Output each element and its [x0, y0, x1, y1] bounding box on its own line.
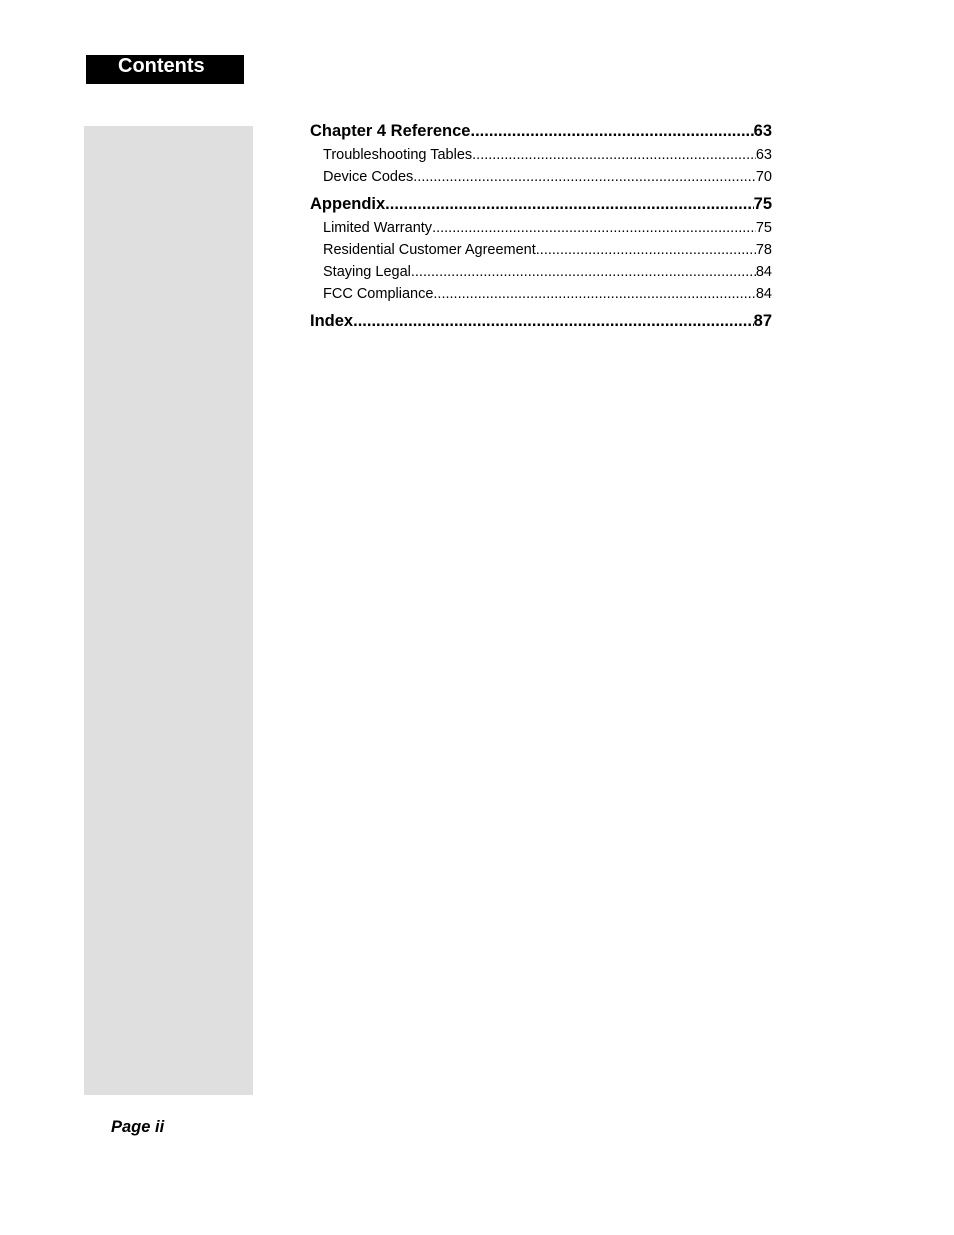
leader-dots [472, 144, 756, 166]
toc-entry-title: Device Codes [323, 166, 413, 188]
toc-entry-title: FCC Compliance [323, 283, 433, 305]
toc-entry-page: 63 [753, 122, 772, 140]
toc-section-device-codes[interactable] [310, 166, 772, 188]
toc-section-staying-legal[interactable] [310, 261, 772, 283]
toc-entry-title: Staying Legal [323, 261, 411, 283]
leader-dots [536, 239, 756, 261]
toc-entry-title: Index [310, 312, 354, 330]
toc-chapter-chapter-4-reference[interactable] [310, 121, 772, 141]
leader-dots [432, 217, 756, 239]
toc-section-residential-customer-agreement[interactable] [310, 239, 772, 261]
toc-section-limited-warranty[interactable] [310, 217, 772, 239]
toc-entry-page: 87 [753, 312, 772, 330]
leader-dots [411, 261, 756, 283]
leader-dots [413, 166, 756, 188]
toc-entry-page: 75 [753, 195, 772, 213]
sidebar-band [84, 126, 253, 1095]
toc-chapter-index[interactable] [310, 311, 772, 331]
contents-header [86, 55, 244, 84]
leader-dots [470, 121, 753, 141]
toc-entry-page: 84 [756, 283, 772, 305]
table-of-contents [310, 121, 772, 331]
leader-dots [433, 283, 755, 305]
toc-entry-title: Limited Warranty [323, 217, 432, 239]
toc-entry-page: 84 [756, 261, 772, 283]
toc-entry-page: 75 [756, 217, 772, 239]
toc-entry-page: 70 [756, 166, 772, 188]
toc-entry-page: 63 [756, 144, 772, 166]
toc-entry-title: Troubleshooting Tables [323, 144, 472, 166]
toc-entry-title: Residential Customer Agreement [323, 239, 536, 261]
toc-chapter-appendix[interactable] [310, 194, 772, 214]
leader-dots [353, 311, 754, 331]
toc-section-fcc-compliance[interactable] [310, 283, 772, 305]
page-number: Page ii [111, 1118, 165, 1136]
leader-dots [385, 194, 753, 214]
toc-entry-title: Appendix [310, 195, 386, 213]
toc-entry-title: Chapter 4 Reference [310, 122, 471, 140]
contents-title: Contents [118, 55, 205, 77]
toc-section-troubleshooting-tables[interactable] [310, 144, 772, 166]
toc-entry-page: 78 [756, 239, 772, 261]
